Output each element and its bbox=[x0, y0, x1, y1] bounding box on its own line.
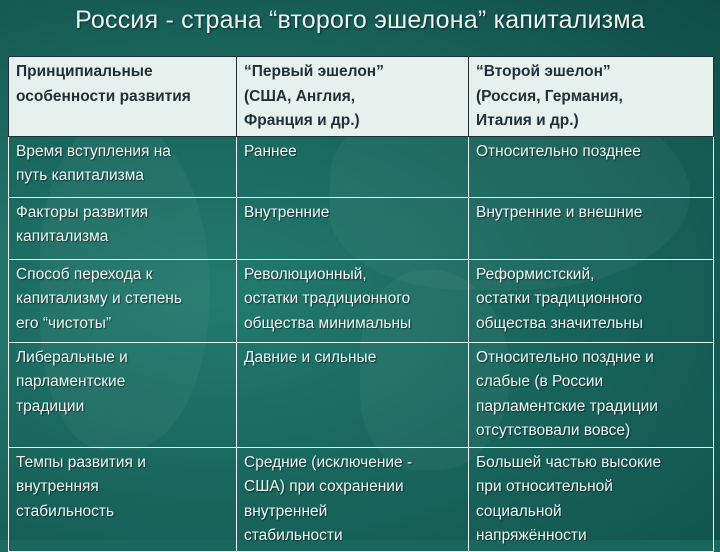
table-cell: Способ перехода к капитализму и степень его “чистоты” bbox=[9, 259, 237, 342]
header-features: Принципиальные особенности развития bbox=[9, 57, 237, 137]
table-row bbox=[9, 447, 714, 551]
table-cell: Темпы развития и внутренняя стабильность bbox=[9, 447, 237, 551]
table-row bbox=[9, 259, 714, 342]
header-first-echelon: “Первый эшелон” (США, Англия, Франция и др.) bbox=[237, 57, 469, 137]
table-row bbox=[9, 197, 714, 259]
table-cell: Факторы развития капитализма bbox=[9, 197, 237, 259]
table-cell: Давние и сильные bbox=[237, 342, 469, 447]
table-cell: Либеральные и парламентские традиции bbox=[9, 342, 237, 447]
table-cell: Время вступления на путь капитализма bbox=[9, 136, 237, 197]
table-cell: Большей частью высокие при относительной социальной напряжённости bbox=[469, 447, 714, 551]
table-row bbox=[9, 136, 714, 197]
table-cell: Относительно поздние и слабые (в России парламентские традиции отсутствовали вовсе) bbox=[469, 342, 714, 447]
table-cell: Внутренние и внешние bbox=[469, 197, 714, 259]
table-cell: Раннее bbox=[237, 136, 469, 197]
table-cell: Реформистский, остатки традиционного общества значительны bbox=[469, 259, 714, 342]
table-cell: Внутренние bbox=[237, 197, 469, 259]
slide-title: Россия - страна “второго эшелона” капитализма bbox=[75, 6, 645, 34]
comparison-table bbox=[8, 56, 714, 552]
table-cell: Средние (исключение - США) при сохранении внутренней стабильности bbox=[237, 447, 469, 551]
table-cell: Относительно позднее bbox=[469, 136, 714, 197]
table-cell: Революционный, остатки традиционного общества минимальны bbox=[237, 259, 469, 342]
header-second-echelon: “Второй эшелон” (Россия, Германия, Италия и др.) bbox=[469, 57, 714, 137]
table-row bbox=[9, 342, 714, 447]
table-header-row bbox=[9, 57, 714, 137]
